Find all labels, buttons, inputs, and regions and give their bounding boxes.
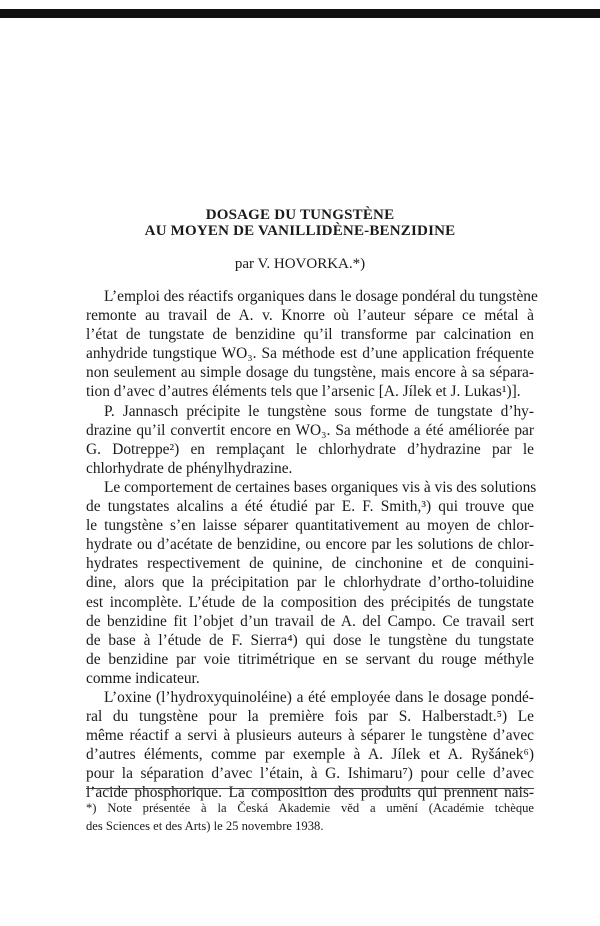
body-line: l’acide phosphorique. La composition des produits qui prennent nais- bbox=[86, 784, 534, 802]
footnote-line: *) Note présentée à la Česká Akademie věd a umění (Académie tchèque bbox=[86, 801, 534, 815]
footnote bbox=[86, 799, 534, 835]
body-line: est incomplète. L’étude de la composition des précipités de tungstate bbox=[86, 593, 534, 611]
body-line: le tungstène s’en laisse séparer quantitativement au moyen de chlor- bbox=[86, 517, 534, 535]
body-line: Le comportement de certaines bases organiques vis à vis des solutions bbox=[104, 478, 537, 496]
body-line: d’autres éléments, comme par exemple à A. Jílek et A. Ryšánek⁶) bbox=[86, 746, 534, 764]
body-line: non seulement au simple dosage du tungstène, mais encore à sa sépara- bbox=[86, 364, 534, 382]
body-line: pour la séparation d’avec l’étain, à G. Ishimaru⁷) pour celle d’avec bbox=[86, 765, 534, 783]
footnote-line: des Sciences et des Arts) le 25 novembre 1938. bbox=[86, 819, 324, 833]
body-line: comme indicateur. bbox=[86, 669, 200, 687]
body-line: L’oxine (l’hydroxyquinoléine) a été employée dans le dosage pondé- bbox=[104, 688, 534, 706]
body-line: même réactif a servi à plusieurs auteurs à séparer le tungstène d’avec bbox=[86, 727, 534, 745]
top-rule bbox=[0, 9, 600, 18]
body-line: anhydride tungstique WO₃. Sa méthode est d’une application fréquente bbox=[86, 345, 534, 363]
body-line: hydrates respectivement de quinine, de cinchonine et de conquini- bbox=[86, 555, 534, 573]
body-line: de benzidine fit l’objet d’un travail de A. del Campo. Ce travail sert bbox=[86, 612, 534, 630]
author-byline: par V. HOVORKA.*) bbox=[234, 256, 366, 272]
body-line: chlorhydrate de phénylhydrazine. bbox=[86, 459, 293, 477]
body-line: dine, alors que la précipitation par le chlorhydrate d’ortho-toluidine bbox=[86, 574, 534, 592]
body-line: P. Jannasch précipite le tungstène sous forme de tungstate d’hy- bbox=[104, 402, 534, 420]
article-title-line2: AU MOYEN DE VANILLIDÈNE-BENZIDINE bbox=[144, 223, 456, 239]
body-line: de tungstates alcalins a été étudié par E. F. Smith,³) qui trouve que bbox=[86, 498, 534, 516]
body-line: G. Dotreppe²) en remplaçant le chlorhydrate d’hydrazine par le bbox=[86, 440, 534, 458]
body-line: L’emploi des réactifs organiques dans le dosage pondéral du tungstène bbox=[104, 288, 538, 305]
article-title-line1: DOSAGE DU TUNGSTÈNE bbox=[205, 207, 395, 223]
body-line: de benzidine par voie titrimétrique en se servant du rouge méthyle bbox=[86, 650, 534, 668]
body-text bbox=[86, 287, 538, 803]
body-line: remonte au travail de A. v. Knorre où l’auteur sépare ce métal à bbox=[86, 307, 534, 325]
body-line: drazine qu’il convertit encore en WO₃. Sa méthode a été améliorée par bbox=[86, 421, 534, 439]
body-line: de base à l’étude de F. Sierra⁴) qui dose le tungstène du tungstate bbox=[86, 631, 534, 649]
body-line: l’état de tungstate de benzidine qu’il transforme par calcination en bbox=[86, 326, 534, 344]
footnote-separator bbox=[86, 788, 534, 789]
body-line: ral du tungstène pour la première fois par S. Halberstadt.⁵) Le bbox=[86, 708, 534, 726]
body-line: hydrate ou d’acétate de benzidine, ou encore par les solutions de chlor- bbox=[86, 536, 534, 554]
body-line: tion d’avec d’autres éléments tels que l’arsenic [A. Jílek et J. Lukas¹)]. bbox=[86, 383, 521, 401]
